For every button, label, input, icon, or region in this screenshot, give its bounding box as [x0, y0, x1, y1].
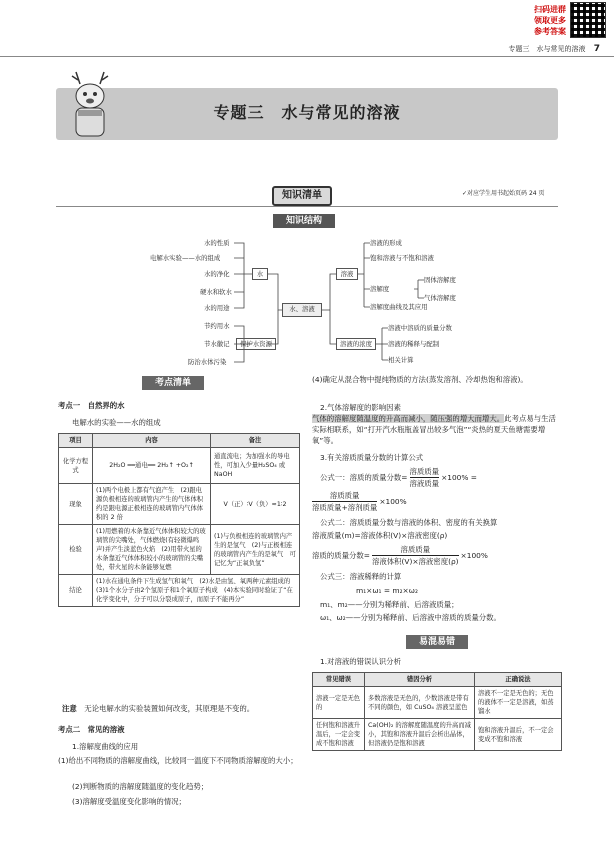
- mindmap-water-node: 水: [252, 268, 268, 280]
- qr-promo-text: 扫码进群 领取更多 参考答案: [534, 5, 566, 36]
- mindmap-center-node: 水、溶液: [282, 303, 322, 317]
- mindmap-node: 节水徽记: [204, 340, 230, 348]
- point-2-item: 1.溶解度曲线的应用: [72, 742, 139, 751]
- mindmap-node: 水的用途: [204, 304, 230, 312]
- knowledge-list-heading: 知识清单: [272, 186, 332, 206]
- table-row: 现象 (1)两个电极上都有气泡产生 (2)跟电源负极相连的玻璃管内产生的气体体积约是跟电源正极相连的玻璃管内气体体积的 2 倍 V（正）∶V（负）≈1∶2: [59, 484, 300, 525]
- col-header: 错因分析: [365, 673, 475, 687]
- mindmap-node: 相关计算: [388, 356, 414, 364]
- table-row: 结论 (1)水在通电条件下生成氢气和氧气 (2)水是由氢、氧两种元素组成的 (3)1个水分子由2个氢原子和1个氧原子构成 (4)本实验同时验证了“在化学变化中，分子可以分裂成原子，而原子不能再分”: [59, 575, 300, 607]
- mindmap-node: 节约用水: [204, 322, 230, 330]
- table-row: 溶液一定是无色的 多数溶液是无色的，少数溶液是带有不同的颜色，如 CuSO₄ 溶液呈蓝色 溶液不一定是无色的；无色的液体不一定是溶液，如蒸馏水: [313, 687, 562, 719]
- col-header: 正确说法: [475, 673, 562, 687]
- point-2-item: (2)判断物质的溶解度随温度的变化趋势；: [72, 782, 209, 791]
- note-line: 注意 无论电解水的实验装置如何改变，其原理是不变的。: [62, 704, 255, 713]
- mindmap-node: 水的性质: [204, 239, 230, 247]
- mindmap-node: 气体溶解度: [424, 294, 456, 302]
- formula-3b: m₁、m₂——分别为稀释前、后溶液质量；: [320, 600, 459, 609]
- col-header: 常见错误: [313, 673, 365, 687]
- misconception-table: [312, 672, 562, 751]
- mindmap-node: 硬水和软水: [200, 288, 232, 296]
- mindmap-node: 溶液中溶质的质量分数: [388, 324, 452, 332]
- mindmap-node: 饱和溶液与不饱和溶液: [370, 254, 434, 262]
- mindmap-node: 固体溶解度: [424, 276, 456, 284]
- calc-title: 3.有关溶质质量分数的计算公式: [320, 453, 424, 462]
- mindmap-concentration-node: 溶液的浓度: [336, 338, 376, 350]
- solubility-item-4: (4)确定从混合物中提纯物质的方法(蒸发溶剂、冷却热饱和溶液)。: [312, 375, 528, 384]
- table-row: 检验 (1)用燃着的木条靠近气体体积较大的玻璃管的尖嘴处，气体燃烧(有轻微爆鸣声)并产生淡蓝色火焰 (2)用带火星的木条靠近气体体积较小的玻璃管的尖嘴处，带火星的木条能够复燃 (1)与负极相连的玻璃管内产生的是氢气 (2)与正极相连的玻璃管内产生的是氧气 可记忆为“正氧负氢”: [59, 525, 300, 575]
- formula-2: 公式二：溶质质量分数与溶液的体积、密度的有关换算: [320, 518, 498, 527]
- textbook-ref-note: ✓对应学生用书起始页码 24 页: [462, 190, 545, 197]
- table-row: 化学方程式 2H₂O ══通电══ 2H₂↑ +O₂↑ 通直流电；为加强水的导电性，可加入少量H₂SO₄ 或 NaOH: [59, 448, 300, 484]
- formula-1: 公式一：溶质的质量分数= 溶质质量 溶液质量 ×100% =: [320, 467, 477, 488]
- electrolysis-table: [58, 433, 300, 607]
- point-2-item: (3)溶解度受温度变化影响的情况；: [72, 797, 186, 806]
- formula-2b: 溶质的质量分数= 溶质质量 溶液体积(V)×溶液密度(ρ) ×100%: [312, 545, 488, 566]
- point-2-title: 考点二 常见的溶液: [58, 725, 125, 734]
- mindmap-node: 溶液的形成: [370, 239, 402, 247]
- formula-3c: ω₁、ω₂——分别为稀释前、后溶液中溶质的质量分数。: [320, 613, 501, 622]
- mindmap-node: 电解水实验——水的组成: [150, 254, 221, 262]
- confuse-subtitle: 1.对溶液的错误认识分析: [320, 657, 401, 666]
- breadcrumb: 专题三 水与常见的溶液: [508, 45, 586, 53]
- mindmap-node: 防治水体污染: [188, 358, 227, 366]
- formula-3a: m₁×ω₁ = m₂×ω₂: [356, 586, 418, 595]
- mindmap-node: 溶解度曲线及其应用: [370, 303, 428, 311]
- structure-heading: 知识结构: [273, 214, 335, 228]
- col-header: 备注: [211, 434, 300, 448]
- check-icon: ✓: [462, 190, 468, 197]
- formula-3: 公式三：溶液稀释的计算: [320, 572, 402, 581]
- col-header: 项目: [59, 434, 93, 448]
- gas-solubility-text: 气体的溶解度随温度的升高而减小，随压强的增大而增大。此考点易与生活实际相联系，如“打开汽水瓶瓶盖冒出较多气泡”“炎热的夏天鱼塘需要增氧”等。: [312, 414, 556, 445]
- mindmap-node: 溶液的稀释与配制: [388, 340, 440, 348]
- points-heading: 考点清单: [142, 376, 204, 390]
- mindmap-protect-node: 保护水资源: [236, 338, 276, 350]
- table-row: 任何饱和溶液升温后，一定会变成不饱和溶液 Ca(OH)₂ 的溶解度随温度的升高而减小，其饱和溶液升温后会析出晶体，但溶液仍是饱和溶液 饱和溶液升温后，不一定会变成不饱和溶液: [313, 719, 562, 751]
- formula-1b: 溶质质量 溶质质量+溶剂质量 ×100%: [312, 491, 407, 512]
- mindmap-node: 水的净化: [204, 270, 230, 278]
- chapter-title: 专题三 水与常见的溶液: [213, 103, 401, 122]
- col-header: 内容: [93, 434, 211, 448]
- point-1-title: 考点一 自然界的水: [58, 401, 125, 410]
- formula-2a: 溶液质量(m)=溶液体积(V)×溶液密度(ρ): [312, 531, 448, 540]
- highlight-text: 气体的溶解度随温度的升高而减小，随压强的增大而增大。: [312, 414, 505, 423]
- gas-solubility-title: 2.气体溶解度的影响因素: [320, 403, 401, 412]
- mindmap-node: 溶解度: [370, 285, 390, 293]
- point-1-subtitle: 电解水的实验——水的组成: [72, 418, 161, 427]
- page-number: 7: [593, 44, 600, 54]
- point-2-item: (1)给出不同物质的溶解度曲线，比较同一温度下不同物质溶解度的大小；: [58, 756, 298, 765]
- mindmap-solution-node: 溶液: [336, 268, 358, 280]
- confuse-heading: 易混易错: [406, 635, 468, 649]
